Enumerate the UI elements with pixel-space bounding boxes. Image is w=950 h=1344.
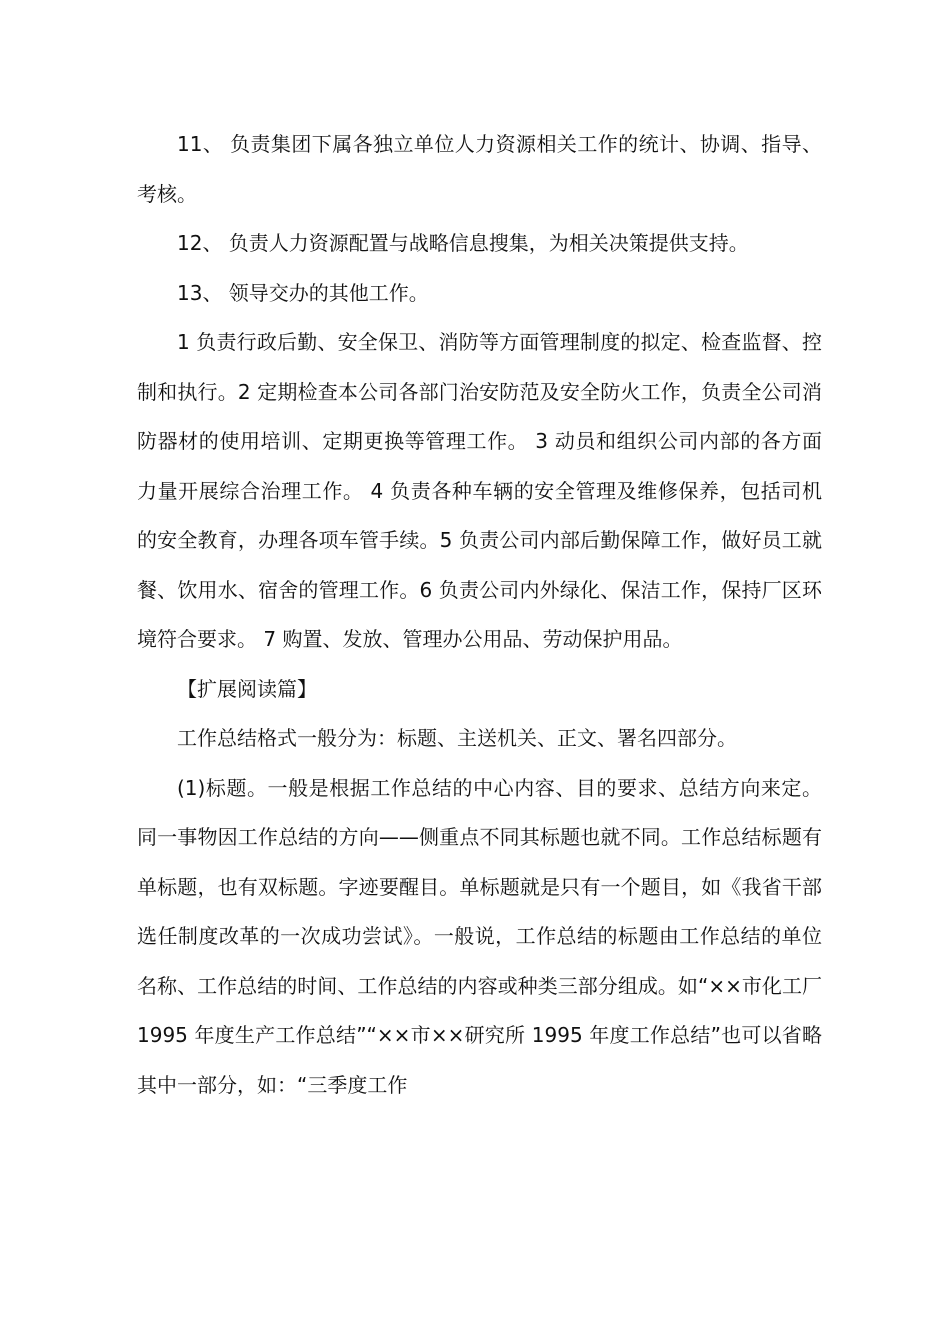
paragraph-item-12: 12、 负责人力资源配置与战略信息搜集，为相关决策提供支持。 bbox=[177, 231, 749, 255]
paragraph-admin-duties: 1 负责行政后勤、安全保卫、消防等方面管理制度的拟定、检查监督、控制和执行。2 定期检查本公司各部门治安防范及安全防火工作，负责全公司消防器材的使用培训、定期更换等管理工作。 3 动员和组织公司内部的各方面力量开展综合治理工作。 4 负责各种车辆的安全管理及维修保养，包括司机的安全教育，办理各项车管手续。5 负责公司内部后勤保障工作，做好员工就餐、饮用水、宿舍的管理工作。6 负责公司内外绿化、保洁工作，保持厂区环境符合要求。 7 购置、发放、管理办公用品、劳动保护用品。 bbox=[137, 330, 822, 651]
section-heading-extended-reading: 【扩展阅读篇】 bbox=[177, 676, 317, 701]
document-body bbox=[137, 120, 822, 1110]
paragraph-item-11: 11、 负责集团下属各独立单位人力资源相关工作的统计、协调、指导、考核。 bbox=[137, 132, 822, 206]
paragraph-title-section: (1)标题。一般是根据工作总结的中心内容、目的要求、总结方向来定。同一事物因工作总结的方向——侧重点不同其标题也就不同。工作总结标题有单标题，也有双标题。字迹要醒目。单标题就是只有一个题目，如《我省干部选任制度改革的一次成功尝试》。一般说，工作总结的标题由工作总结的单位名称、工作总结的时间、工作总结的内容或种类三部分组成。如“××市化工厂 1995 年度生产工作总结”“××市××研究所 1995 年度工作总结”也可以省略其中一部分，如：“三季度工作 bbox=[137, 775, 822, 1097]
paragraph-item-13: 13、 领导交办的其他工作。 bbox=[177, 280, 429, 305]
paragraph-summary-format: 工作总结格式一般分为：标题、主送机关、正文、署名四部分。 bbox=[177, 726, 737, 750]
